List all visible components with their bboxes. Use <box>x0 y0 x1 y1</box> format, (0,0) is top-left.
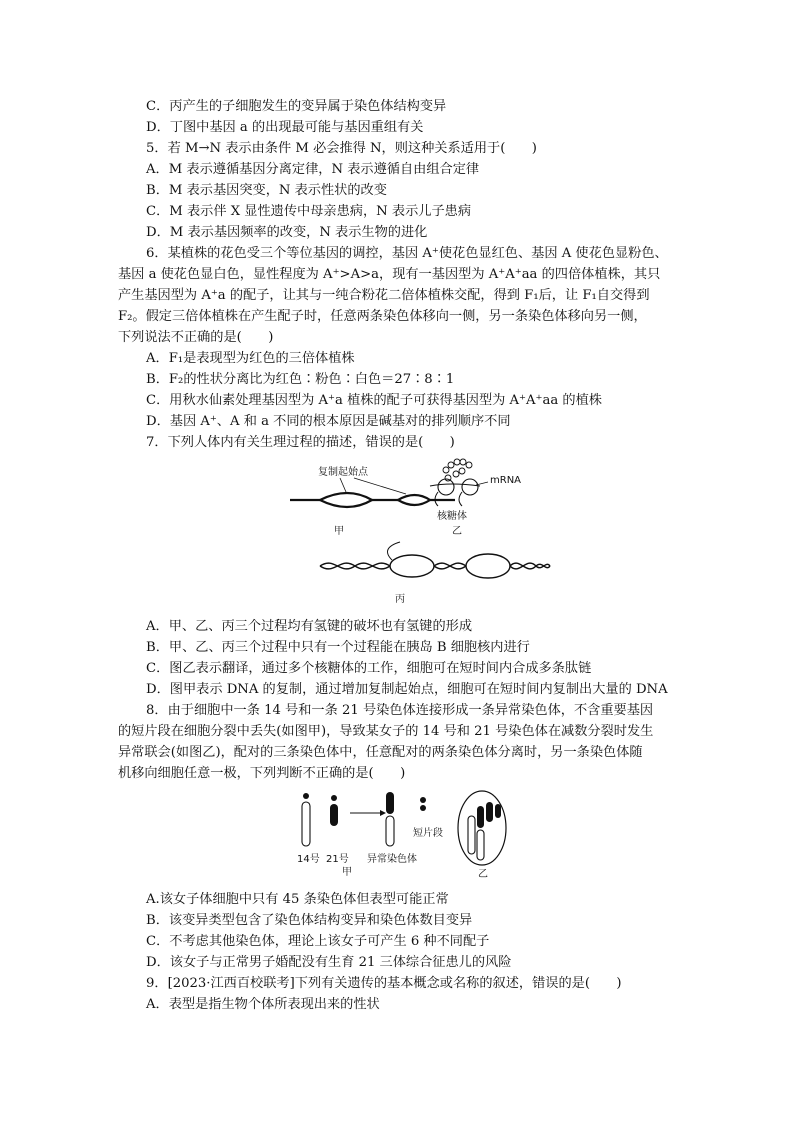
replication-diagram <box>290 478 455 507</box>
q5-option-d: D．M 表示基因频率的改变，N 表示生物的进化 <box>146 225 428 240</box>
q7-stem: 7．下列人体内有关生理过程的描述，错误的是( ) <box>146 435 455 450</box>
fig8-yi-caption: 乙 <box>478 869 488 880</box>
label-21: 21号 <box>326 854 349 865</box>
q7-option-d: D．图甲表示 DNA 的复制，通过增加复制起始点，细胞可在短时间内复制出大量的 DNA <box>146 682 668 697</box>
q8-option-d: D．该女子与正常男子婚配没有生育 21 三体综合征患儿的风险 <box>146 955 512 970</box>
chromosome-14 <box>302 793 310 846</box>
q7-option-a: A．甲、乙、丙三个过程均有氢键的破坏也有氢键的形成 <box>146 619 473 634</box>
q5-option-b: B．M 表示基因突变，N 表示性状的改变 <box>146 183 387 198</box>
short-fragment <box>420 797 426 811</box>
q5-stem: 5．若 M→N 表示由条件 M 必会推得 N，则这种关系适用于( ) <box>146 141 537 156</box>
ribosome-label: 核糖体 <box>437 511 467 522</box>
q6-stem-line3: 产生基因型为 A⁺a 的配子，让其与一纯合粉花二倍体植株交配，得到 F₁后，让 F₁自交得到 <box>118 288 650 303</box>
synapsis-cell <box>458 791 506 865</box>
q7-option-b: B．甲、乙、丙三个过程中只有一个过程能在胰岛 B 细胞核内进行 <box>146 640 530 655</box>
q7-option-c: C．图乙表示翻译，通过多个核糖体的工作，细胞可在短时间内合成多条肽链 <box>146 661 592 676</box>
q6-option-d: D．基因 A⁺、A 和 a 不同的根本原因是碱基对的排列顺序不同 <box>146 414 511 429</box>
fig8-jia-caption: 甲 <box>342 867 352 878</box>
q6-stem-line1: 6．某植株的花色受三个等位基因的调控，基因 A⁺使花色显红色、基因 A 使花色显粉色、 <box>146 246 668 261</box>
q5-option-c: C．M 表示伴 X 显性遗传中母亲患病，N 表示儿子患病 <box>146 204 472 219</box>
fig7-yi-caption: 乙 <box>452 526 462 537</box>
label-14: 14号 <box>297 854 320 865</box>
figure-q7-replication-translation-transcription <box>280 456 580 606</box>
q6-stem-line5: 下列说法不正确的是( ) <box>118 330 274 345</box>
fig7-bing-caption: 丙 <box>395 594 405 605</box>
label-short-fragment: 短片段 <box>413 828 443 839</box>
q4-option-d: D．丁图中基因 a 的出现最可能与基因重组有关 <box>146 120 424 135</box>
mrna-label: mRNA <box>490 475 522 486</box>
q6-stem-line2: 基因 a 使花色显白色，显性程度为 A⁺>A>a，现有一基因型为 A⁺A⁺aa 的四倍体植株，其只 <box>118 267 661 282</box>
q8-stem-line1: 8．由于细胞中一条 14 号和一条 21 号染色体连接形成一条异常染色体，不含重要基因 <box>146 703 654 718</box>
fig7-jia-caption: 甲 <box>334 526 344 537</box>
q6-option-c: C．用秋水仙素处理基因型为 A⁺a 植株的配子可获得基因型为 A⁺A⁺aa 的植株 <box>146 393 602 408</box>
q4-option-c: C．丙产生的子细胞发生的变异属于染色体结构变异 <box>146 99 447 114</box>
q8-option-b: B．该变异类型包含了染色体结构变异和染色体数目变异 <box>146 913 473 928</box>
q8-stem-line3: 异常联会(如图乙)，配对的三条染色体中，任意配对的两条染色体分离时，另一条染色体随 <box>118 745 643 760</box>
label-abnormal: 异常染色体 <box>367 854 417 865</box>
q9-option-a: A．表型是指生物个体所表现出来的性状 <box>146 997 380 1012</box>
q6-option-a: A．F₁是表现型为红色的三倍体植株 <box>146 351 355 366</box>
abnormal-chromosome <box>386 792 394 846</box>
q9-stem: 9．[2023·江西百校联考]下列有关遗传的基本概念或名称的叙述，错误的是( ) <box>146 976 622 991</box>
transcription-diagram <box>320 542 550 578</box>
replication-origin-label: 复制起始点 <box>318 467 368 478</box>
q8-option-a: A.该女子体细胞中只有 45 条染色体但表型可能正常 <box>146 892 449 907</box>
q6-stem-line4: F₂。假定三倍体植株在产生配子时，任意两条染色体移向一侧，另一条染色体移向另一侧， <box>118 309 647 324</box>
q8-stem-line4: 机移向细胞任意一极，下列判断不正确的是( ) <box>118 766 406 781</box>
q6-option-b: B．F₂的性状分离比为红色∶粉色∶白色＝27∶8∶1 <box>146 372 455 387</box>
q8-stem-line2: 的短片段在细胞分裂中丢失(如图甲)，导致某女子的 14 号和 21 号染色体在减数分裂时发生 <box>118 724 654 739</box>
q5-option-a: A．M 表示遵循基因分离定律，N 表示遵循自由组合定律 <box>146 162 480 177</box>
q8-option-c: C．不考虑其他染色体，理论上该女子可产生 6 种不同配子 <box>146 934 490 949</box>
chromosome-21 <box>330 795 338 826</box>
